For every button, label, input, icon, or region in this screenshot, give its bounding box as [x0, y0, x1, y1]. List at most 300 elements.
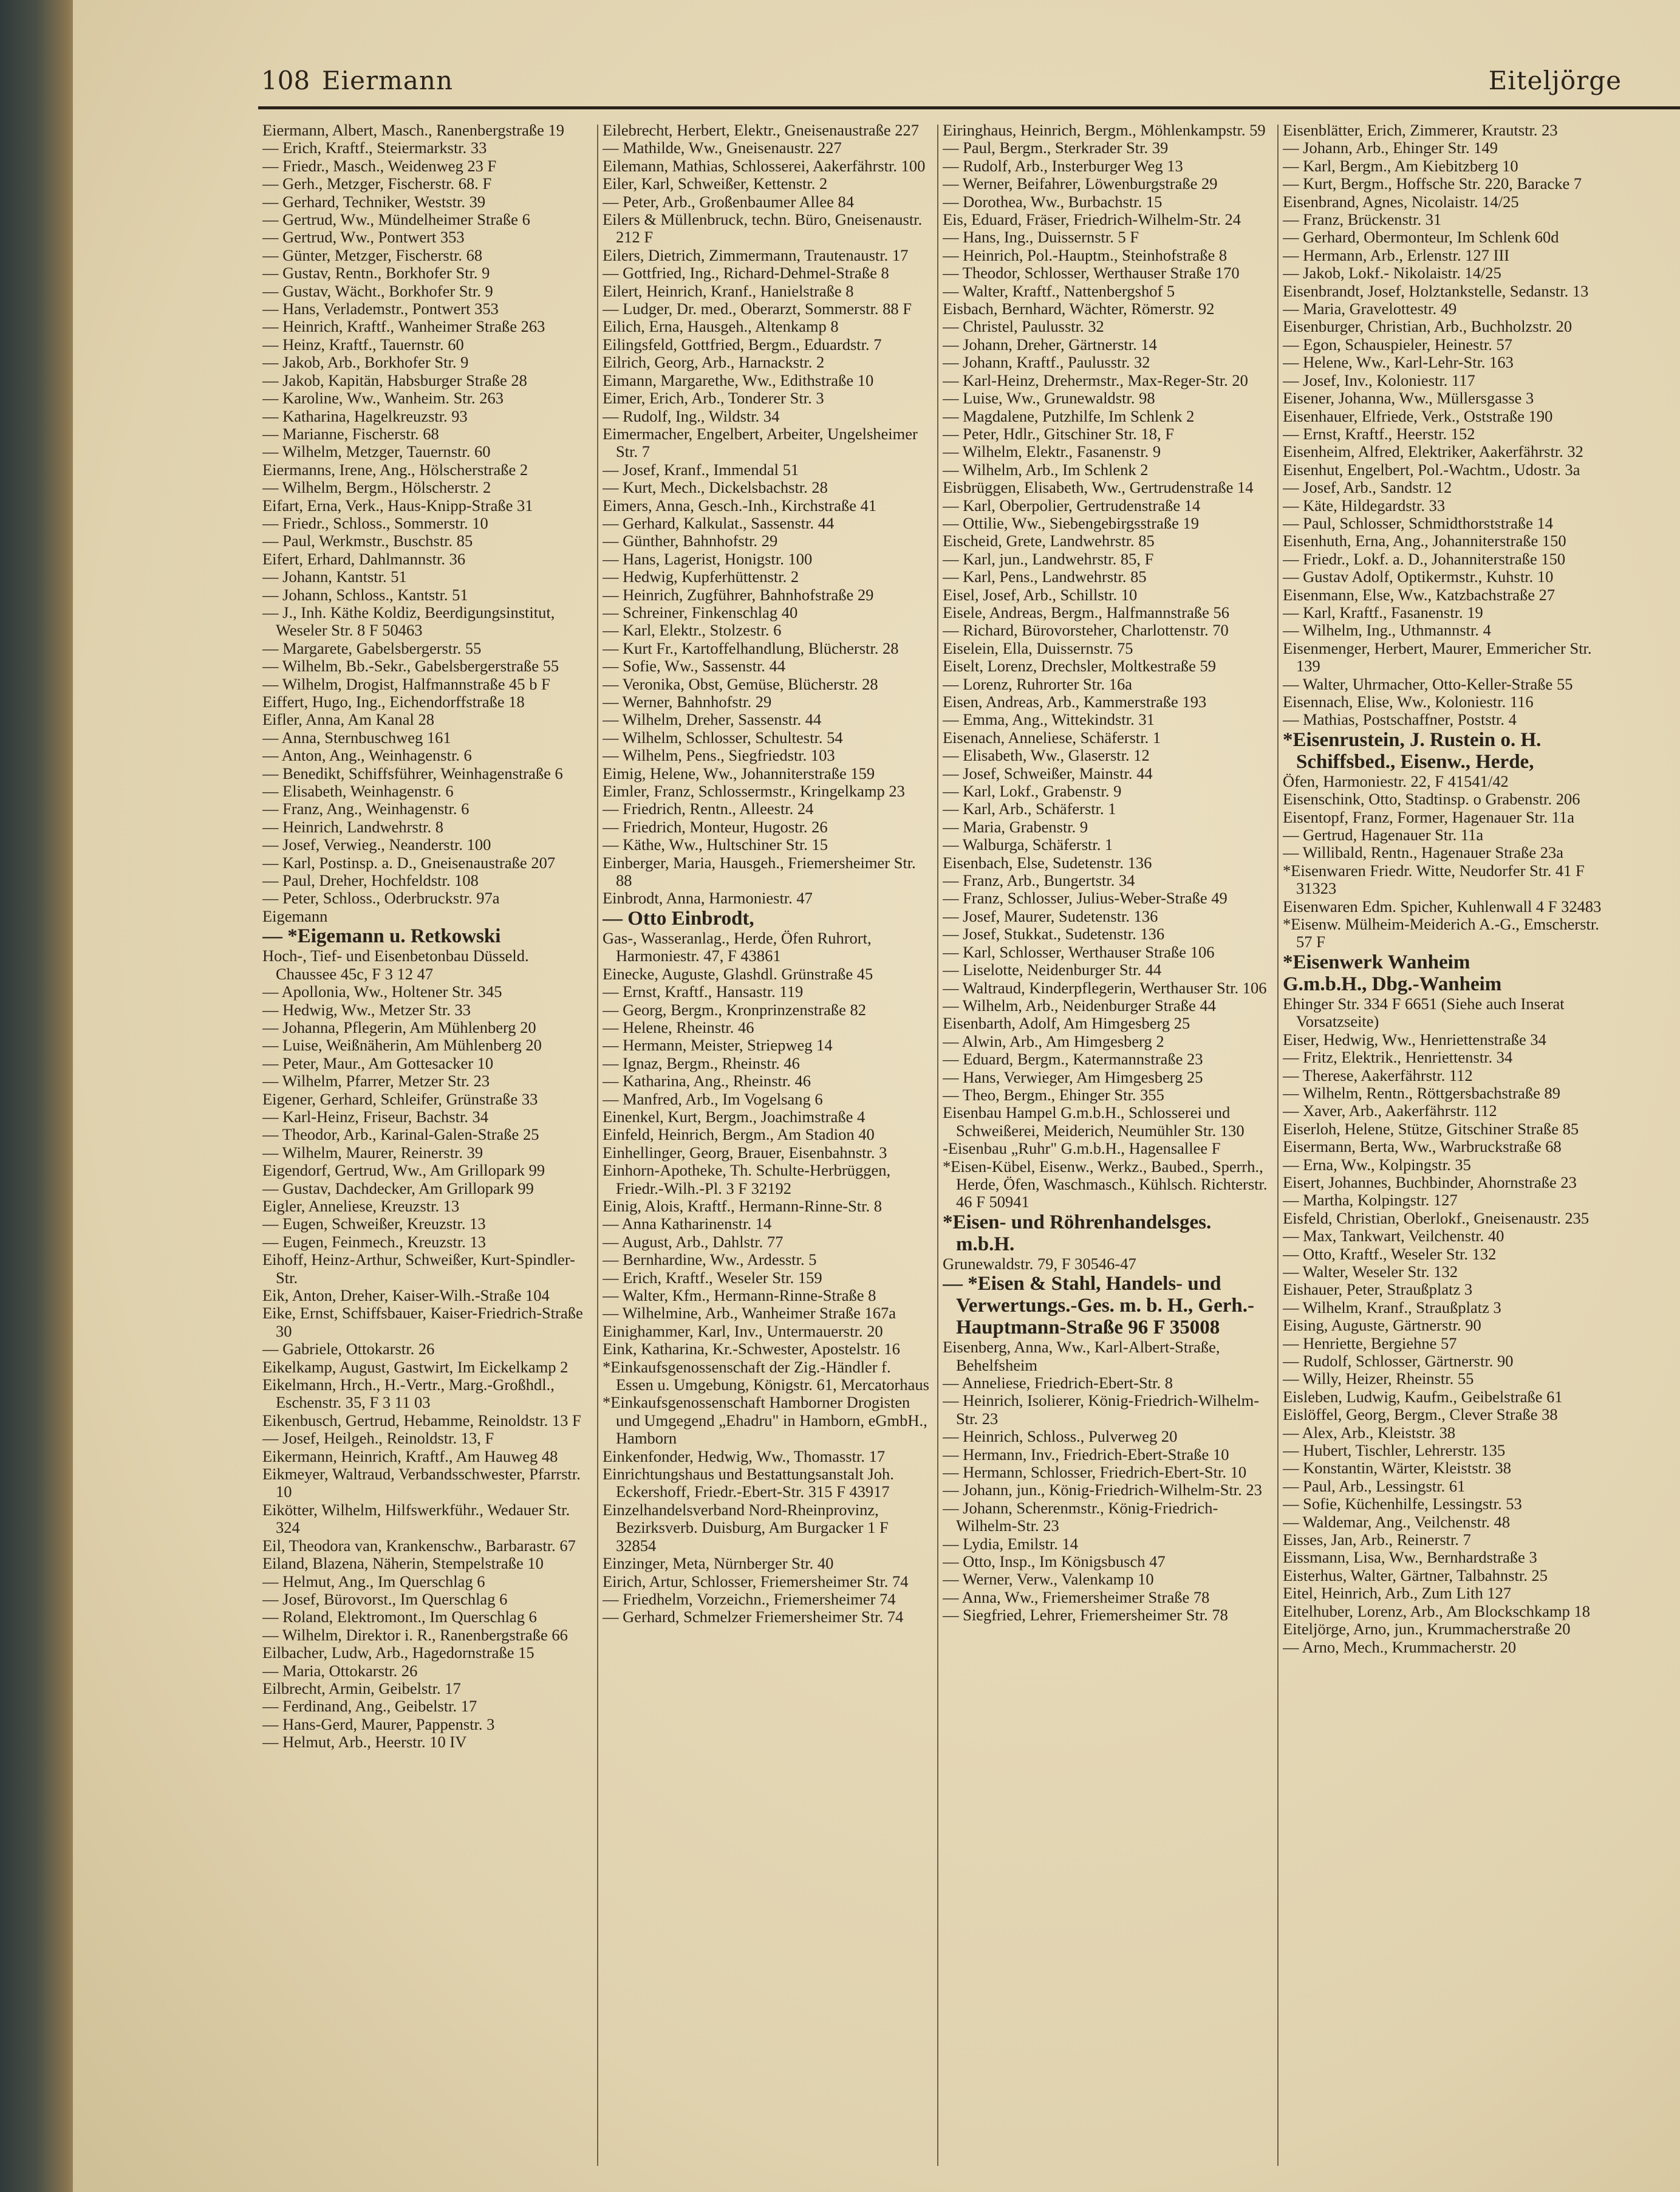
directory-entry: — Helmut, Arb., Heerstr. 10 IV — [262, 1733, 467, 1752]
directory-entry: Eiser, Hedwig, Ww., Henriettenstraße 34 — [1283, 1030, 1546, 1049]
directory-entry: — Peter, Arb., Großenbaumer Allee 84 — [603, 192, 854, 211]
directory-entry: — Johann, Schloss., Kantstr. 51 — [262, 585, 468, 604]
directory-entry: — Luise, Weißnäherin, Am Mühlenberg 20 — [262, 1036, 542, 1055]
directory-entry: — Wilhelm, Maurer, Reinerstr. 39 — [262, 1143, 483, 1162]
directory-entry: — Josef, Kranf., Immendal 51 — [603, 460, 799, 479]
directory-entry: Eilebrecht, Herbert, Elektr., Gneisenaustraße 227 — [603, 122, 919, 139]
directory-entry: — Hedwig, Kupferhüttenstr. 2 — [603, 567, 799, 586]
directory-entry: — Gerhard, Techniker, Weststr. 39 — [262, 192, 486, 211]
directory-entry: — Josef, Arb., Sandstr. 12 — [1283, 478, 1452, 497]
directory-entry: Eisenmann, Else, Ww., Katzbachstraße 27 — [1283, 585, 1555, 604]
column-divider — [1277, 125, 1279, 2166]
directory-entry: Eissmann, Lisa, Ww., Bernhardstraße 3 — [1283, 1548, 1537, 1567]
directory-entry: — Ludger, Dr. med., Oberarzt, Sommerstr. 88 F — [603, 300, 912, 318]
directory-entry: Eiffert, Hugo, Ing., Eichendorffstraße 18 — [262, 693, 525, 711]
directory-entry: *Eisenw. Mülheim-Meiderich A.-G., Emscherstr. 57 F — [1283, 915, 1599, 951]
header-first-entry: Eiermann — [322, 66, 453, 95]
directory-entry: Hoch-, Tief- und Eisenbetonbau Düsseld. Chaussee 45c, F 3 12 47 — [262, 947, 529, 983]
directory-entry: Einrichtungshaus und Bestattungsanstalt Joh. Eckershoff, Friedr.-Ebert-Str. 315 F 43917 — [603, 1465, 894, 1501]
directory-entry: — Karl, Oberpolier, Gertrudenstraße 14 — [943, 496, 1201, 515]
directory-entry: Eiland, Blazena, Näherin, Stempelstraße 10 — [262, 1554, 544, 1573]
directory-entry: — Mathilde, Ww., Gneisenaustr. 227 — [603, 139, 842, 157]
directory-entry: — Karl-Heinz, Drehermstr., Max-Reger-Str. 20 — [943, 371, 1248, 389]
directory-entry: Einighammer, Karl, Inv., Untermauerstr. 20 — [603, 1321, 883, 1340]
directory-entry: Eigendorf, Gertrud, Ww., Am Grillopark 99 — [262, 1161, 545, 1180]
directory-entry: — Günter, Metzger, Fischerstr. 68 — [262, 245, 483, 264]
column-4 — [1283, 122, 1611, 2175]
header-last-entry: Eiteljörge — [1488, 66, 1622, 95]
directory-entry: — Friedr., Schloss., Sommerstr. 10 — [262, 513, 488, 532]
directory-entry: — Gabriele, Ottokarstr. 26 — [262, 1340, 435, 1358]
directory-entry: — Eugen, Feinmech., Kreuzstr. 13 — [262, 1232, 486, 1251]
directory-entry: — Dorothea, Ww., Burbachstr. 15 — [943, 192, 1163, 211]
directory-entry: — Kurt, Bergm., Hoffsche Str. 220, Baracke 7 — [1283, 174, 1582, 193]
directory-entry: — Hans, Verwieger, Am Himgesberg 25 — [943, 1067, 1203, 1086]
directory-entry: — Gottfried, Ing., Richard-Dehmel-Straße 8 — [603, 264, 889, 283]
directory-entry: Eilers, Dietrich, Zimmermann, Trautenaustr. 17 — [603, 245, 909, 264]
header-rule — [258, 106, 1680, 109]
directory-entry: Eisenschink, Otto, Stadtinsp. o Grabenstr. 206 — [1283, 790, 1580, 809]
directory-entry: — Karl, Arb., Schäferstr. 1 — [943, 800, 1116, 818]
page-header — [261, 61, 1676, 109]
directory-entry: — August, Arb., Dahlstr. 77 — [603, 1232, 784, 1251]
directory-entry: — Günther, Bahnhofstr. 29 — [603, 532, 778, 550]
directory-entry: — Friedr., Lokf. a. D., Johanniterstraße 150 — [1283, 549, 1566, 568]
directory-entry: — Roland, Elektromont., Im Querschlag 6 — [262, 1608, 537, 1626]
directory-entry: — Josef, Bürovorst., Im Querschlag 6 — [262, 1589, 508, 1608]
directory-entry: — Paul, Dreher, Hochfeldstr. 108 — [262, 871, 479, 890]
directory-entry: *Eisenwerk Wanheim — [1283, 951, 1470, 973]
directory-entry: — Heinrich, Pol.-Hauptm., Steinhofstraße 8 — [943, 245, 1228, 264]
directory-entry: *Einkaufsgenossenschaft der Zig.-Händler f. Essen u. Umgebung, Königstr. 61, Mercatorhaus — [603, 1357, 929, 1394]
directory-entry: Eilich, Erna, Hausgeh., Altenkamp 8 — [603, 317, 839, 336]
directory-entry: — Magdalene, Putzhilfe, Im Schlenk 2 — [943, 406, 1195, 425]
directory-entry: Einzinger, Meta, Nürnberger Str. 40 — [603, 1554, 834, 1573]
directory-entry: — Gustav Adolf, Optikermstr., Kuhstr. 10 — [1283, 567, 1554, 586]
directory-entry: — Liselotte, Neidenburger Str. 44 — [943, 961, 1162, 979]
directory-entry: Eimler, Franz, Schlossermstr., Kringelkamp 23 — [603, 782, 905, 801]
directory-entry: Ehinger Str. 334 F 6651 (Siehe auch Inserat Vorsatzseite) — [1283, 994, 1565, 1031]
directory-entry: Eisenburger, Christian, Arb., Buchholzstr. 20 — [1283, 317, 1572, 336]
directory-entry: — Karl, Kraftf., Fasanenstr. 19 — [1283, 603, 1483, 622]
directory-entry: — Johann, jun., König-Friedrich-Wilhelm-Str. 23 — [943, 1481, 1262, 1499]
directory-entry: — Anton, Ang., Weinhagenstr. 6 — [262, 746, 472, 765]
directory-entry: Eisenach, Anneliese, Schäferstr. 1 — [943, 728, 1161, 747]
directory-entry: — Werner, Bahnhofstr. 29 — [603, 693, 772, 711]
column-3 — [943, 122, 1271, 2175]
directory-entry: — Arno, Mech., Krummacherstr. 20 — [1283, 1637, 1517, 1656]
directory-entry: — J., Inh. Käthe Koldiz, Beerdigungsinstitut, Weseler Str. 8 F 50463 — [262, 603, 555, 640]
directory-entry: — Hubert, Tischler, Lehrerstr. 135 — [1283, 1441, 1506, 1460]
directory-entry: — Johann, Kantstr. 51 — [262, 567, 407, 586]
directory-entry: Eiteljörge, Arno, jun., Krummacherstraße 20 — [1283, 1620, 1571, 1639]
directory-entry: — Wilhelmine, Arb., Wanheimer Straße 167a — [603, 1304, 896, 1323]
directory-entry: — Hans-Gerd, Maurer, Pappenstr. 3 — [262, 1714, 495, 1733]
directory-entry: Einhorn-Apotheke, Th. Schulte-Herbrüggen, Friedr.-Wilh.-Pl. 3 F 32192 — [603, 1161, 891, 1197]
directory-entry: — Katharina, Ang., Rheinstr. 46 — [603, 1072, 811, 1091]
directory-entry: — Henriette, Bergiehne 57 — [1283, 1334, 1457, 1352]
directory-entry: — Christel, Paulusstr. 32 — [943, 317, 1104, 336]
directory-entry: — Werner, Beifahrer, Löwenburgstraße 29 — [943, 174, 1218, 193]
directory-entry: Eirich, Artur, Schlosser, Friemersheimer Str. 74 — [603, 1572, 909, 1591]
directory-entry: Eisenheim, Alfred, Elektriker, Aakerfährstr. 32 — [1283, 442, 1583, 461]
directory-entry: Eikenbusch, Gertrud, Hebamme, Reinoldstr. 13 F — [262, 1411, 581, 1430]
directory-entry: — Theodor, Schlosser, Werthauser Straße 170 — [943, 264, 1240, 283]
directory-entry: — Katharina, Hagelkreuzstr. 93 — [262, 406, 468, 425]
directory-entry: — Erna, Ww., Kolpingstr. 35 — [1283, 1155, 1471, 1174]
directory-entry: — Wilhelm, Arb., Im Schlenk 2 — [943, 460, 1149, 479]
directory-entry: — Gerhard, Obermonteur, Im Schlenk 60d — [1283, 228, 1559, 247]
directory-entry: Eis, Eduard, Fräser, Friedrich-Wilhelm-Str. 24 — [943, 210, 1241, 229]
directory-entry: — Käthe, Ww., Hultschiner Str. 15 — [603, 835, 828, 854]
directory-entry: — Wilhelm, Bb.-Sekr., Gabelsbergerstraße 55 — [262, 657, 559, 676]
directory-entry: — Hans, Ing., Duissernstr. 5 F — [943, 228, 1139, 247]
directory-entry: Eisenwaren Edm. Spicher, Kuhlenwall 4 F 32483 — [1283, 897, 1602, 916]
directory-entry: Einberger, Maria, Hausgeh., Friemersheimer Str. 88 — [603, 853, 916, 890]
directory-entry: Eisennach, Elise, Ww., Koloniestr. 116 — [1283, 693, 1534, 711]
directory-entry: Gas-, Wasseranlag., Herde, Öfen Ruhrort, Harmoniestr. 47, F 43861 — [603, 928, 872, 965]
directory-entry: — Emma, Ang., Wittekindstr. 31 — [943, 710, 1155, 729]
directory-entry: — Wilhelm, Ing., Uthmannstr. 4 — [1283, 621, 1491, 640]
directory-entry: Eimer, Erich, Arb., Tonderer Str. 3 — [603, 389, 824, 408]
directory-entry: — Friedhelm, Vorzeichn., Friemersheimer 74 — [603, 1589, 896, 1608]
directory-entry: — Hans, Verlademstr., Pontwert 353 — [262, 300, 499, 318]
directory-entry: — Karl, Elektr., Stolzestr. 6 — [603, 621, 782, 640]
directory-entry: — Hermann, Meister, Striepweg 14 — [603, 1036, 833, 1055]
directory-entry: — Erich, Kraftf., Steiermarkstr. 33 — [262, 139, 487, 157]
directory-entry: — Maria, Ottokarstr. 26 — [262, 1661, 418, 1680]
directory-entry: *Eisenrustein, J. Rustein o. H. Schiffsbed., Eisenw., Herde, — [1283, 728, 1542, 773]
directory-entry: Eisfeld, Christian, Oberlokf., Gneisenaustr. 235 — [1283, 1208, 1590, 1227]
directory-entry: — Werner, Verw., Valenkamp 10 — [943, 1570, 1154, 1589]
directory-entry: — Peter, Hdlr., Gitschiner Str. 18, F — [943, 424, 1174, 443]
directory-entry: — Luise, Ww., Grunewaldstr. 98 — [943, 389, 1155, 408]
directory-entry: — Hans, Lagerist, Honigstr. 100 — [603, 549, 813, 568]
directory-entry: — Eduard, Bergm., Katermannstraße 23 — [943, 1050, 1203, 1069]
directory-entry: Eikermann, Heinrich, Kraftf., Am Hauweg 48 — [262, 1447, 558, 1465]
directory-entry: Eisenbarth, Adolf, Am Himgesberg 25 — [943, 1014, 1190, 1033]
page-number: 108 — [261, 66, 310, 95]
directory-entry: — Josef, Schweißer, Mainstr. 44 — [943, 764, 1153, 783]
directory-entry: Eiermanns, Irene, Ang., Hölscherstraße 2 — [262, 460, 528, 479]
directory-entry: — Mathias, Postschaffner, Poststr. 4 — [1283, 710, 1517, 729]
directory-entry: — Karoline, Ww., Wanheim. Str. 263 — [262, 389, 504, 408]
directory-entry: — *Eigemann u. Retkowski — [262, 925, 501, 948]
directory-entry: — Bernhardine, Ww., Ardesstr. 5 — [603, 1250, 817, 1269]
directory-entry: — Heinrich, Zugführer, Bahnhofstraße 29 — [603, 585, 874, 604]
directory-entry: — Wilhelm, Arb., Neidenburger Straße 44 — [943, 996, 1216, 1015]
directory-entry: — Marianne, Fischerstr. 68 — [262, 424, 439, 443]
directory-entry: Eisenbach, Else, Sudetenstr. 136 — [943, 853, 1152, 872]
directory-entry: — *Eisen & Stahl, Handels- und Verwertungs.-Ges. m. b. H., Gerh.-Hauptmann-Straße 96 F 35008 — [943, 1273, 1254, 1339]
directory-entry: Eisbrüggen, Elisabeth, Ww., Gertrudenstraße 14 — [943, 478, 1254, 497]
column-divider — [937, 125, 938, 2166]
directory-entry: — Theo, Bergm., Ehinger Str. 355 — [943, 1085, 1164, 1104]
directory-entry: — Waldemar, Ang., Veilchenstr. 48 — [1283, 1512, 1511, 1531]
directory-entry: — Gertrud, Hagenauer Str. 11a — [1283, 826, 1484, 844]
directory-entry: — Wilhelm, Kranf., Straußplatz 3 — [1283, 1298, 1501, 1317]
directory-entry: — Josef, Stukkat., Sudetenstr. 136 — [943, 925, 1165, 944]
directory-entry: Öfen, Harmoniestr. 22, F 41541/42 — [1283, 772, 1509, 790]
directory-entry: — Jakob, Lokf.- Nikolaistr. 14/25 — [1283, 264, 1501, 283]
directory-entry: — Karl, Postinsp. a. D., Gneisenaustraße 207 — [262, 853, 556, 872]
directory-entry: *Eisen- und Röhrenhandelsges. m.b.H. — [943, 1211, 1212, 1255]
directory-entry: — Helmut, Ang., Im Querschlag 6 — [262, 1572, 485, 1591]
directory-entry: Einzelhandelsverband Nord-Rheinprovinz, Bezirksverb. Duisburg, Am Burgacker 1 F 32854 — [603, 1500, 889, 1555]
directory-entry: — Otto Einbrodt, — [603, 907, 754, 930]
directory-entry: — Otto, Kraftf., Weseler Str. 132 — [1283, 1244, 1497, 1263]
directory-entry: — Anna, Ww., Friemersheimer Straße 78 — [943, 1587, 1210, 1606]
directory-entry: Einecke, Auguste, Glashdl. Grünstraße 45 — [603, 964, 873, 983]
directory-entry: Eisenbrandt, Josef, Holztankstelle, Sedanstr. 13 — [1283, 281, 1589, 300]
directory-entry: Eihoff, Heinz-Arthur, Schweißer, Kurt-Spindler-Str. — [262, 1250, 575, 1287]
directory-entry: — Wilhelm, Pfarrer, Metzer Str. 23 — [262, 1072, 490, 1091]
directory-entry: — Sofie, Ww., Sassenstr. 44 — [603, 657, 786, 676]
directory-entry: *Eisen-Kübel, Eisenw., Werkz., Baubed., Sperrh., Herde, Öfen, Waschmasch., Kühlsch. Richterstr. 46 F 50941 — [943, 1157, 1268, 1211]
directory-entry: — Kurt Fr., Kartoffelhandlung, Blücherstr. 28 — [603, 639, 899, 657]
directory-entry: Eisenblätter, Erich, Zimmerer, Krautstr. 23 — [1283, 122, 1558, 139]
directory-entry: Eitelhuber, Lorenz, Arb., Am Blockschkamp 18 — [1283, 1601, 1591, 1620]
directory-entry: — Paul, Werkmstr., Buschstr. 85 — [262, 532, 473, 550]
directory-entry: Eiringhaus, Heinrich, Bergm., Möhlenkampstr. 59 — [943, 122, 1266, 139]
directory-entry: — Wilhelm, Bergm., Hölscherstr. 2 — [262, 478, 491, 497]
directory-entry: — Theodor, Arb., Karinal-Galen-Straße 25 — [262, 1125, 539, 1144]
directory-entry: Eilbacher, Ludw, Arb., Hagedornstraße 15 — [262, 1643, 534, 1662]
directory-entry: — Walter, Uhrmacher, Otto-Keller-Straße 55 — [1283, 674, 1573, 693]
directory-entry: — Karl, Lokf., Grabenstr. 9 — [943, 782, 1122, 801]
directory-entry: — Maria, Gravelottestr. 49 — [1283, 300, 1457, 318]
directory-entry: Eikelmann, Hrch., H.-Vertr., Marg.-Großhdl., Eschenstr. 35, F 3 11 03 — [262, 1375, 555, 1412]
directory-entry: — Heinrich, Landwehrstr. 8 — [262, 817, 444, 836]
directory-entry: — Max, Tankwart, Veilchenstr. 40 — [1283, 1227, 1504, 1245]
directory-entry: Eisert, Johannes, Buchbinder, Ahornstraße 23 — [1283, 1173, 1577, 1191]
directory-entry: Eilers & Müllenbruck, techn. Büro, Gneisenaustr. 212 F — [603, 210, 923, 247]
directory-entry: — Willibald, Rentn., Hagenauer Straße 23a — [1283, 843, 1564, 862]
directory-entry: — Margarete, Gabelsbergerstr. 55 — [262, 639, 482, 657]
directory-entry: Eisterhus, Walter, Gärtner, Talbahnstr. 25 — [1283, 1566, 1548, 1584]
directory-entry: — Franz, Brückenstr. 31 — [1283, 210, 1442, 229]
directory-entry: Eigemann — [262, 906, 328, 925]
directory-entry: — Gustav, Wächt., Borkhofer Str. 9 — [262, 281, 493, 300]
directory-entry: — Konstantin, Wärter, Kleiststr. 38 — [1283, 1459, 1512, 1478]
directory-entry: — Johann, Scherenmstr., König-Friedrich-Wilhelm-Str. 23 — [943, 1498, 1218, 1535]
directory-entry: — Wilhelm, Dreher, Sassenstr. 44 — [603, 710, 822, 729]
directory-entry: — Ignaz, Bergm., Rheinstr. 46 — [603, 1053, 800, 1072]
directory-entry: Eifart, Erna, Verk., Haus-Knipp-Straße 31 — [262, 496, 533, 515]
directory-entry: Eiselt, Lorenz, Drechsler, Moltkestraße 59 — [943, 657, 1217, 676]
directory-entry: — Josef, Verwieg., Neanderstr. 100 — [262, 835, 491, 854]
directory-entry: Eil, Theodora van, Krankenschw., Barbarastr. 67 — [262, 1536, 576, 1555]
directory-entry: — Wilhelm, Schlosser, Schultestr. 54 — [603, 728, 843, 747]
column-divider — [597, 125, 598, 2166]
directory-entry: — Heinrich, Isolierer, König-Friedrich-Wilhelm-Str. 23 — [943, 1391, 1260, 1428]
directory-entry: — Gerhard, Schmelzer Friemersheimer Str. 74 — [603, 1608, 904, 1626]
directory-entry: — Lydia, Emilstr. 14 — [943, 1534, 1079, 1553]
directory-entry: — Karl, jun., Landwehrstr. 85, F — [943, 549, 1154, 568]
directory-entry: Eischeid, Grete, Landwehrstr. 85 — [943, 532, 1155, 550]
directory-entry: — Wilhelm, Drogist, Halfmannstraße 45 b F — [262, 674, 550, 693]
directory-entry: Eislöffel, Georg, Bergm., Clever Straße 38 — [1283, 1405, 1558, 1424]
directory-entry: Einhellinger, Georg, Brauer, Eisenbahnstr. 3 — [603, 1143, 887, 1162]
directory-entry: Eiler, Karl, Schweißer, Kettenstr. 2 — [603, 174, 828, 193]
directory-entry: — Friedrich, Rentn., Alleestr. 24 — [603, 800, 814, 818]
directory-entry: — Wilhelm, Direktor i. R., Ranenbergstraße 66 — [262, 1625, 568, 1644]
directory-entry: — Hermann, Schlosser, Friedrich-Ebert-Str. 10 — [943, 1463, 1247, 1482]
directory-entry: Eisenhauer, Elfriede, Verk., Oststraße 190 — [1283, 406, 1553, 425]
directory-entry: Einig, Alois, Kraftf., Hermann-Rinne-Str. 8 — [603, 1196, 882, 1215]
directory-entry: Eilingsfeld, Gottfried, Bergm., Eduardstr. 7 — [603, 335, 882, 354]
directory-entry: — Johann, Arb., Ehinger Str. 149 — [1283, 139, 1498, 157]
directory-entry: — Wilhelm, Elektr., Fasanenstr. 9 — [943, 442, 1161, 461]
directory-entry: — Heinz, Kraftf., Tauernstr. 60 — [262, 335, 464, 354]
directory-entry: — Karl, Pens., Landwehrstr. 85 — [943, 567, 1147, 586]
directory-entry: Eink, Katharina, Kr.-Schwester, Apostelstr. 16 — [603, 1340, 900, 1358]
directory-entry: — Hedwig, Ww., Metzer Str. 33 — [262, 1000, 471, 1019]
directory-entry: Eilbrecht, Armin, Geibelstr. 17 — [262, 1679, 461, 1697]
directory-entry: — Hermann, Arb., Erlenstr. 127 III — [1283, 245, 1510, 264]
directory-entry: Eisentopf, Franz, Former, Hagenauer Str. 11a — [1283, 807, 1574, 826]
directory-entry: Eilrich, Georg, Arb., Harnackstr. 2 — [603, 353, 825, 372]
directory-entry: — Käte, Hildegardstr. 33 — [1283, 496, 1446, 515]
directory-entry: — Josef, Maurer, Sudetenstr. 136 — [943, 906, 1158, 925]
directory-entry: — Gerhard, Kalkulat., Sassenstr. 44 — [603, 513, 835, 532]
directory-entry: Eimermacher, Engelbert, Arbeiter, Ungelsheimer Str. 7 — [603, 424, 918, 461]
directory-entry: — Therese, Aakerfährstr. 112 — [1283, 1066, 1473, 1084]
directory-entry: Eisener, Johanna, Ww., Müllersgasse 3 — [1283, 389, 1534, 408]
directory-entry: — Gustav, Rentn., Borkhofer Str. 9 — [262, 264, 490, 283]
directory-entry: Eiselein, Ella, Duissernstr. 75 — [943, 639, 1133, 657]
directory-entry: Eisses, Jan, Arb., Reinerstr. 7 — [1283, 1530, 1471, 1549]
directory-entry: — Hermann, Inv., Friedrich-Ebert-Straße 10 — [943, 1445, 1229, 1464]
directory-entry: — Richard, Bürovorsteher, Charlottenstr. 70 — [943, 621, 1229, 640]
directory-entry: — Walter, Weseler Str. 132 — [1283, 1262, 1458, 1281]
directory-entry: — Wilhelm, Pens., Siegfriedstr. 103 — [603, 746, 835, 765]
directory-entry: Eisenbrand, Agnes, Nicolaistr. 14/25 — [1283, 192, 1519, 211]
directory-entry: — Franz, Schlosser, Julius-Weber-Straße 49 — [943, 889, 1228, 908]
directory-entry: — Anna Katharinenstr. 14 — [603, 1214, 772, 1233]
column-1 — [262, 122, 590, 2175]
directory-entry: — Peter, Schloss., Oderbruckstr. 97a — [262, 889, 500, 908]
directory-entry: — Gustav, Dachdecker, Am Grillopark 99 — [262, 1179, 534, 1197]
directory-entry: Eisenhut, Engelbert, Pol.-Wachtm., Udostr. 3a — [1283, 460, 1580, 479]
directory-entry: Eigener, Gerhard, Schleifer, Grünstraße 33 — [262, 1089, 538, 1108]
directory-entry: Eimers, Anna, Gesch.-Inh., Kirchstraße 41 — [603, 496, 877, 515]
directory-entry: — Anneliese, Friedrich-Ebert-Str. 8 — [943, 1374, 1173, 1392]
directory-entry: — Gerh., Metzger, Fischerstr. 68. F — [262, 174, 492, 193]
directory-entry: Eitel, Heinrich, Arb., Zum Lith 127 — [1283, 1584, 1512, 1603]
directory-entry: Eike, Ernst, Schiffsbauer, Kaiser-Friedrich-Straße 30 — [262, 1304, 583, 1340]
directory-entry: Eifler, Anna, Am Kanal 28 — [262, 710, 435, 729]
directory-entry: Einbrodt, Anna, Harmoniestr. 47 — [603, 889, 813, 908]
directory-entry: — Alwin, Arb., Am Himgesberg 2 — [943, 1032, 1164, 1050]
directory-entry: Eilemann, Mathias, Schlosserei, Aakerfährstr. 100 — [603, 156, 926, 175]
directory-entry: — Wilhelm, Metzger, Tauernstr. 60 — [262, 442, 491, 461]
directory-entry: — Elisabeth, Ww., Glaserstr. 12 — [943, 746, 1150, 765]
directory-entry: — Xaver, Arb., Aakerfährstr. 112 — [1283, 1101, 1497, 1120]
directory-entry: — Benedikt, Schiffsführer, Weinhagenstraße 6 — [262, 764, 563, 783]
directory-entry: — Karl-Heinz, Friseur, Bachstr. 34 — [262, 1107, 489, 1126]
directory-entry: — Heinrich, Kraftf., Wanheimer Straße 263 — [262, 317, 545, 336]
directory-page — [73, 0, 1680, 2192]
directory-entry: — Elisabeth, Weinhagenstr. 6 — [262, 782, 454, 801]
directory-entry: — Maria, Grabenstr. 9 — [943, 817, 1088, 836]
directory-entry: Eisele, Andreas, Bergm., Halfmannstraße 56 — [943, 603, 1229, 622]
directory-entry: — Johann, Kraftf., Paulusstr. 32 — [943, 353, 1150, 372]
directory-entry: — Ferdinand, Ang., Geibelstr. 17 — [262, 1697, 477, 1716]
directory-entry: — Walter, Kraftf., Nattenbergshof 5 — [943, 281, 1175, 300]
directory-entry: Eigler, Anneliese, Kreuzstr. 13 — [262, 1196, 460, 1215]
directory-entry: Eisbach, Bernhard, Wächter, Römerstr. 92 — [943, 300, 1215, 318]
directory-entry: — Johanna, Pflegerin, Am Mühlenberg 20 — [262, 1018, 536, 1036]
directory-entry: — Walburga, Schäferstr. 1 — [943, 835, 1113, 854]
directory-entry: Eiserloh, Helene, Stütze, Gitschiner Straße 85 — [1283, 1119, 1579, 1138]
directory-entry: — Rudolf, Schlosser, Gärtnerstr. 90 — [1283, 1352, 1514, 1370]
directory-entry: Einenkel, Kurt, Bergm., Joachimstraße 4 — [603, 1107, 866, 1126]
directory-entry: *Eisenwaren Friedr. Witte, Neudorfer Str. 41 F 31323 — [1283, 861, 1585, 898]
directory-entry: — Erich, Kraftf., Weseler Str. 159 — [603, 1268, 822, 1287]
directory-entry: — Gertrud, Ww., Mündelheimer Straße 6 — [262, 210, 530, 229]
directory-entry: Eik, Anton, Dreher, Kaiser-Wilh.-Straße 104 — [262, 1286, 550, 1304]
directory-entry: — Helene, Ww., Karl-Lehr-Str. 163 — [1283, 353, 1514, 372]
directory-entry: Eimann, Margarethe, Ww., Edithstraße 10 — [603, 371, 874, 389]
directory-entry: Eifert, Erhard, Dahlmannstr. 36 — [262, 549, 466, 568]
directory-entry: — Gertrud, Ww., Pontwert 353 — [262, 228, 465, 247]
directory-entry: — Helene, Rheinstr. 46 — [603, 1018, 754, 1036]
directory-entry: — Schreiner, Finkenschlag 40 — [603, 603, 798, 622]
column-2 — [603, 122, 930, 2175]
directory-entry: — Wilhelm, Rentn., Röttgersbachstraße 89 — [1283, 1083, 1560, 1102]
directory-entry: — Manfred, Arb., Im Vogelsang 6 — [603, 1089, 823, 1108]
directory-entry: — Sofie, Küchenhilfe, Lessingstr. 53 — [1283, 1495, 1522, 1513]
directory-entry: — Heinrich, Schloss., Pulverweg 20 — [943, 1427, 1178, 1446]
directory-entry: — Franz, Ang., Weinhagenstr. 6 — [262, 800, 470, 818]
directory-entry: — Ottilie, Ww., Siebengebirgsstraße 19 — [943, 513, 1199, 532]
directory-entry: — Karl, Bergm., Am Kiebitzberg 10 — [1283, 156, 1518, 175]
directory-entry: G.m.b.H., Dbg.-Wanheim — [1283, 973, 1502, 995]
directory-entry: Eikelkamp, August, Gastwirt, Im Eickelkamp 2 — [262, 1357, 569, 1376]
directory-entry: — Willy, Heizer, Rheinstr. 55 — [1283, 1369, 1474, 1388]
directory-entry: — Waltraud, Kinderpflegerin, Werthauser Str. 106 — [943, 978, 1267, 997]
directory-entry: Eising, Auguste, Gärtnerstr. 90 — [1283, 1316, 1481, 1335]
directory-entry: *Einkaufsgenossenschaft Hamborner Drogisten und Umgegend „Ehadru" in Hamborn, eGmbH., Hamborn — [603, 1393, 927, 1448]
directory-entry: Eiermann, Albert, Masch., Ranenbergstraße 19 — [262, 122, 564, 139]
directory-entry: — Karl, Schlosser, Werthauser Straße 106 — [943, 942, 1215, 961]
directory-entry: — Apollonia, Ww., Holtener Str. 345 — [262, 982, 502, 1001]
directory-entry: — Georg, Bergm., Kronprinzenstraße 82 — [603, 1000, 866, 1019]
directory-entry: — Jakob, Arb., Borkhofer Str. 9 — [262, 353, 469, 372]
directory-entry: Eikmeyer, Waltraud, Verbandsschwester, Pfarrstr. 10 — [262, 1465, 581, 1501]
directory-entry: Eisenmenger, Herbert, Maurer, Emmericher Str. 139 — [1283, 639, 1592, 676]
directory-entry: Eikötter, Wilhelm, Hilfswerkführ., Wedauer Str. 324 — [262, 1500, 570, 1537]
directory-entry: Einkenfonder, Hedwig, Ww., Thomasstr. 17 — [603, 1447, 886, 1465]
directory-entry: — Jakob, Kapitän, Habsburger Straße 28 — [262, 371, 527, 389]
directory-entry: Eimig, Helene, Ww., Johanniterstraße 159 — [603, 764, 875, 783]
directory-entry: -Eisenbau „Ruhr" G.m.b.H., Hagensallee F — [943, 1139, 1221, 1158]
directory-entry: Einfeld, Heinrich, Bergm., Am Stadion 40 — [603, 1125, 875, 1144]
directory-entry: — Walter, Kfm., Hermann-Rinne-Straße 8 — [603, 1286, 876, 1304]
directory-entry: Eisleben, Ludwig, Kaufm., Geibelstraße 61 — [1283, 1387, 1563, 1406]
directory-entry: Eishauer, Peter, Straußplatz 3 — [1283, 1280, 1473, 1299]
directory-entry: Eisel, Josef, Arb., Schillstr. 10 — [943, 585, 1138, 604]
directory-entry: — Friedr., Masch., Weidenweg 23 F — [262, 156, 497, 175]
directory-entry: — Ernst, Kraftf., Heerstr. 152 — [1283, 424, 1475, 443]
directory-entry: — Peter, Maur., Am Gottesacker 10 — [262, 1053, 494, 1072]
directory-entry: — Johann, Dreher, Gärtnerstr. 14 — [943, 335, 1157, 354]
directory-entry: Grunewaldstr. 79, F 30546-47 — [943, 1254, 1136, 1273]
directory-entry: Eisermann, Berta, Ww., Warbruckstraße 68 — [1283, 1137, 1562, 1156]
directory-entry: — Josef, Heilgeh., Reinoldstr. 13, F — [262, 1429, 494, 1448]
directory-entry: — Rudolf, Arb., Insterburger Weg 13 — [943, 156, 1183, 175]
